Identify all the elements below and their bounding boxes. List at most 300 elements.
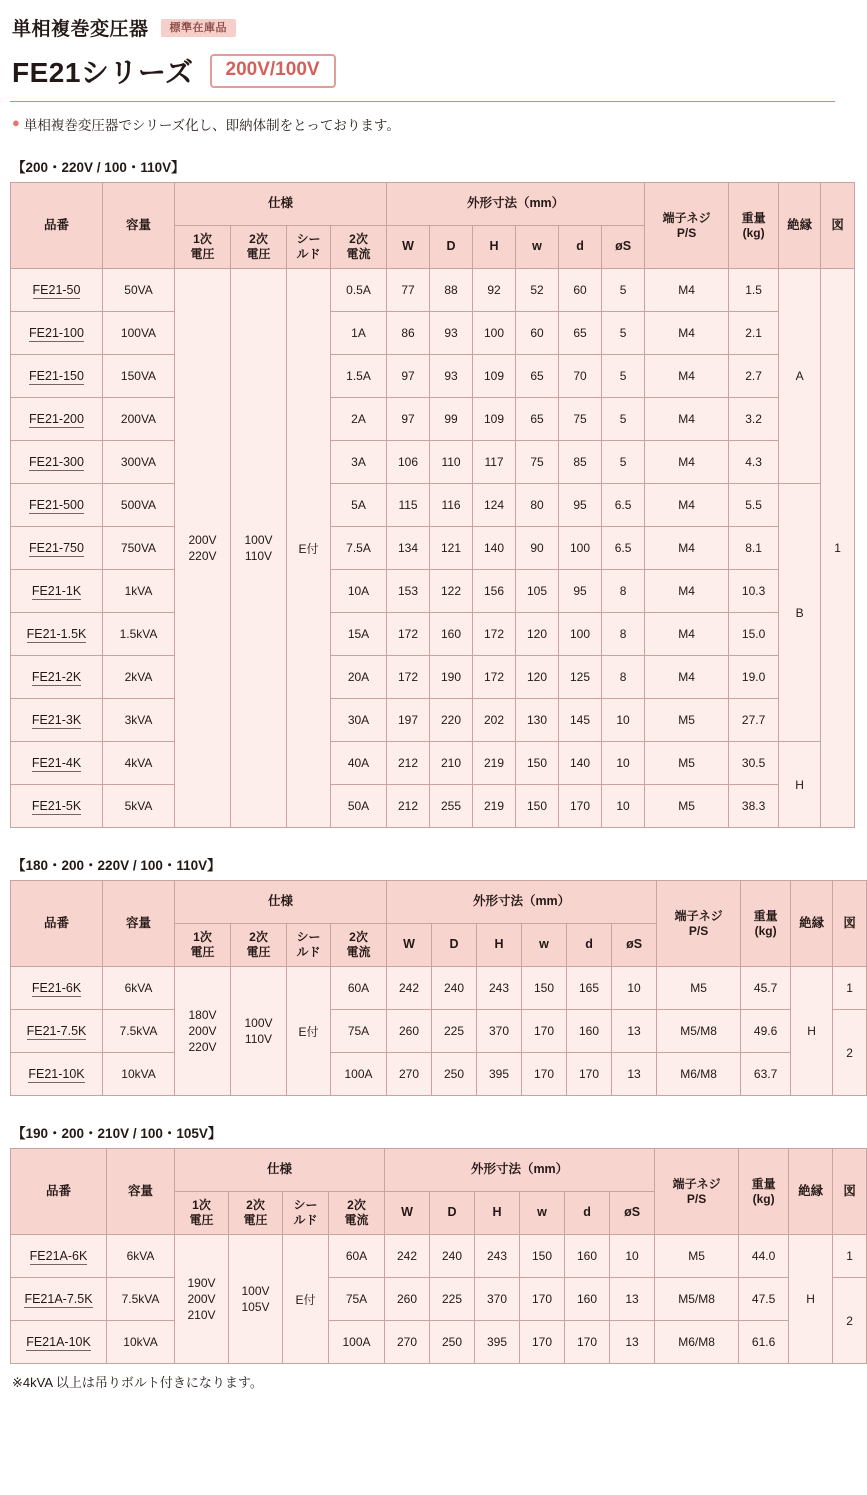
cell-weight: 44.0 <box>739 1235 789 1278</box>
cell-weight: 2.1 <box>729 312 779 355</box>
cell-figure: 2 <box>833 1010 867 1096</box>
footnote: ※4kVA 以上は吊りボルト付きになります。 <box>12 1375 263 1390</box>
th-secondary-voltage <box>231 924 287 967</box>
cell-D: 250 <box>430 1321 475 1364</box>
cell-os: 5 <box>602 312 645 355</box>
cell-weight: 1.5 <box>729 269 779 312</box>
cell-weight: 49.6 <box>741 1010 791 1053</box>
model-link[interactable]: FE21-6K <box>31 981 82 995</box>
cell-secondary-current: 50A <box>331 785 387 828</box>
cell-weight: 38.3 <box>729 785 779 828</box>
model-link[interactable]: FE21A-6K <box>29 1249 88 1263</box>
cell-os: 10 <box>602 742 645 785</box>
th-dim-D: D <box>432 924 477 967</box>
cell-w-small: 90 <box>516 527 559 570</box>
cell-model[interactable] <box>11 312 103 355</box>
cell-H: 172 <box>473 613 516 656</box>
th-v1-line2: 電圧 <box>189 1213 214 1227</box>
cell-model[interactable] <box>11 1010 103 1053</box>
model-link[interactable]: FE21-300 <box>29 455 84 469</box>
cell-d-small: 100 <box>559 613 602 656</box>
cell-model[interactable] <box>11 441 103 484</box>
spec-table-1-body <box>11 269 855 828</box>
cell-screw: M4 <box>645 570 729 613</box>
cell-H: 124 <box>473 484 516 527</box>
cell-model[interactable] <box>11 398 103 441</box>
th-screw-line2: P/S <box>688 923 709 938</box>
cell-w-small: 120 <box>516 613 559 656</box>
cell-capacity: 1.5kVA <box>103 613 175 656</box>
table-row <box>11 269 855 312</box>
th-primary-voltage <box>175 226 231 269</box>
cell-screw: M4 <box>645 527 729 570</box>
cell-w-small: 150 <box>516 742 559 785</box>
cell-screw: M4 <box>645 656 729 699</box>
th-v1-line1: 1次 <box>193 930 212 944</box>
cell-os: 13 <box>612 1010 657 1053</box>
th-i2-line2: 電流 <box>346 945 371 959</box>
cell-screw: M4 <box>645 484 729 527</box>
th-shield-line2: ルド <box>296 247 321 261</box>
model-link[interactable]: FE21-10K <box>28 1067 85 1081</box>
th-dim-d-small: d <box>559 226 602 269</box>
cell-insulation: B <box>779 484 821 742</box>
th-model: 品番 <box>11 1149 107 1235</box>
cell-D: 121 <box>430 527 473 570</box>
cell-insulation: H <box>789 1235 833 1364</box>
cell-os: 6.5 <box>602 527 645 570</box>
cell-d-small: 160 <box>567 1010 612 1053</box>
th-dim-H: H <box>475 1192 520 1235</box>
cell-model[interactable] <box>11 613 103 656</box>
cell-D: 210 <box>430 742 473 785</box>
cell-H: 370 <box>477 1010 522 1053</box>
cell-H: 109 <box>473 398 516 441</box>
bullet-dot-icon: ● <box>12 115 20 130</box>
cell-secondary-current: 40A <box>331 742 387 785</box>
cell-capacity: 10kVA <box>107 1321 175 1364</box>
th-dim-os: øS <box>602 226 645 269</box>
th-secondary-current <box>331 924 387 967</box>
cell-H: 219 <box>473 742 516 785</box>
voltage-badge: 200V/100V <box>210 54 336 88</box>
model-link[interactable]: FE21-5K <box>31 799 82 813</box>
table-row <box>11 742 855 785</box>
cell-W: 77 <box>387 269 430 312</box>
cell-d-small: 165 <box>567 967 612 1010</box>
cell-weight: 5.5 <box>729 484 779 527</box>
cell-H: 109 <box>473 355 516 398</box>
th-weight-line1: 重量 <box>753 908 778 923</box>
v2-line2: 110V <box>244 1032 273 1046</box>
cell-model[interactable] <box>11 785 103 828</box>
cell-model[interactable] <box>11 742 103 785</box>
cell-screw: M6/M8 <box>655 1321 739 1364</box>
cell-secondary-voltage <box>229 1235 283 1364</box>
cell-d-small: 160 <box>565 1278 610 1321</box>
th-figure: 図 <box>833 881 867 967</box>
cell-screw: M5/M8 <box>657 1010 741 1053</box>
cell-D: 255 <box>430 785 473 828</box>
th-weight-line1: 重量 <box>741 210 766 225</box>
cell-H: 140 <box>473 527 516 570</box>
th-dim-W: W <box>387 226 430 269</box>
cell-capacity: 3kVA <box>103 699 175 742</box>
cell-w-small: 65 <box>516 355 559 398</box>
spec-table-3-body <box>11 1235 867 1364</box>
cell-os: 13 <box>610 1321 655 1364</box>
th-v1-line2: 電圧 <box>190 247 215 261</box>
cell-D: 93 <box>430 355 473 398</box>
model-link[interactable]: FE21-750 <box>29 541 84 555</box>
th-shield-line2: ルド <box>296 945 321 959</box>
th-i2-line1: 2次 <box>349 232 368 246</box>
cell-capacity: 7.5kVA <box>107 1278 175 1321</box>
cell-secondary-current: 60A <box>331 967 387 1010</box>
th-screw <box>655 1149 739 1235</box>
cell-H: 100 <box>473 312 516 355</box>
cell-weight: 45.7 <box>741 967 791 1010</box>
model-link[interactable]: FE21-3K <box>31 713 82 727</box>
table-header-row-group <box>11 1149 867 1192</box>
cell-w-small: 105 <box>516 570 559 613</box>
th-shield-line1: シー <box>296 930 321 944</box>
v1-line1: 200V <box>188 532 217 547</box>
th-secondary-current <box>329 1192 385 1235</box>
th-insulation: 絶縁 <box>779 183 821 269</box>
cell-capacity: 50VA <box>103 269 175 312</box>
cell-model[interactable] <box>11 656 103 699</box>
cell-weight: 47.5 <box>739 1278 789 1321</box>
model-link[interactable]: FE21-1K <box>31 584 82 598</box>
th-weight-line2: (kg) <box>752 1191 775 1206</box>
th-dim-os: øS <box>610 1192 655 1235</box>
cell-W: 106 <box>387 441 430 484</box>
cell-w-small: 170 <box>520 1278 565 1321</box>
cell-H: 243 <box>475 1235 520 1278</box>
cell-H: 370 <box>475 1278 520 1321</box>
th-screw-line2: P/S <box>676 225 697 240</box>
cell-secondary-current: 1.5A <box>331 355 387 398</box>
cell-shield: E付 <box>287 967 331 1096</box>
cell-W: 270 <box>385 1321 430 1364</box>
cell-secondary-current: 10A <box>331 570 387 613</box>
th-primary-voltage <box>175 1192 229 1235</box>
cell-secondary-current: 20A <box>331 656 387 699</box>
cell-H: 172 <box>473 656 516 699</box>
cell-H: 156 <box>473 570 516 613</box>
table-row <box>11 613 855 656</box>
cell-model[interactable] <box>11 570 103 613</box>
cell-W: 97 <box>387 398 430 441</box>
model-link[interactable]: FE21-7.5K <box>26 1024 87 1038</box>
cell-insulation: H <box>791 967 833 1096</box>
th-v2-line1: 2次 <box>249 232 268 246</box>
cell-model[interactable] <box>11 527 103 570</box>
table-row <box>11 441 855 484</box>
table-header-row-group <box>11 183 855 226</box>
cell-os: 8 <box>602 656 645 699</box>
model-link[interactable]: FE21-1.5K <box>26 627 87 641</box>
table-row <box>11 570 855 613</box>
cell-w-small: 52 <box>516 269 559 312</box>
cell-capacity: 7.5kVA <box>103 1010 175 1053</box>
th-shield-line1: シー <box>296 232 321 246</box>
cell-secondary-current: 60A <box>329 1235 385 1278</box>
cell-d-small: 170 <box>565 1321 610 1364</box>
cell-weight: 10.3 <box>729 570 779 613</box>
cell-os: 8 <box>602 613 645 656</box>
cell-screw: M5 <box>645 785 729 828</box>
model-link[interactable]: FE21-100 <box>29 326 84 340</box>
th-model: 品番 <box>11 183 103 269</box>
cell-secondary-voltage <box>231 967 287 1096</box>
cell-shield: E付 <box>283 1235 329 1364</box>
cell-W: 172 <box>387 613 430 656</box>
th-weight-line2: (kg) <box>742 225 765 240</box>
model-link[interactable]: FE21-150 <box>29 369 84 383</box>
cell-H: 92 <box>473 269 516 312</box>
cell-W: 260 <box>387 1010 432 1053</box>
th-spec-group: 仕様 <box>175 881 387 924</box>
th-v1-line1: 1次 <box>193 232 212 246</box>
table-row <box>11 484 855 527</box>
v2-line1: 100V <box>244 532 273 547</box>
th-primary-voltage <box>175 924 231 967</box>
cell-model[interactable] <box>11 1321 107 1364</box>
model-link[interactable]: FE21-4K <box>31 756 82 770</box>
cell-screw: M5 <box>657 967 741 1010</box>
cell-os: 10 <box>602 699 645 742</box>
cell-w-small: 130 <box>516 699 559 742</box>
cell-W: 212 <box>387 742 430 785</box>
product-category-title: 単相複巻変圧器 <box>12 19 149 40</box>
cell-shield: E付 <box>287 269 331 828</box>
th-dimension-group: 外形寸法（mm） <box>387 183 645 226</box>
model-link[interactable]: FE21A-10K <box>26 1335 91 1349</box>
cell-weight: 4.3 <box>729 441 779 484</box>
cell-model[interactable] <box>11 1235 107 1278</box>
cell-model[interactable] <box>11 1053 103 1096</box>
th-insulation: 絶縁 <box>791 881 833 967</box>
th-spec-group: 仕様 <box>175 183 387 226</box>
cell-d-small: 95 <box>559 570 602 613</box>
cell-insulation: A <box>779 269 821 484</box>
cell-d-small: 85 <box>559 441 602 484</box>
cell-screw: M4 <box>645 269 729 312</box>
cell-d-small: 95 <box>559 484 602 527</box>
cell-H: 395 <box>477 1053 522 1096</box>
cell-capacity: 200VA <box>103 398 175 441</box>
cell-weight: 2.7 <box>729 355 779 398</box>
model-link[interactable]: FE21-500 <box>29 498 84 512</box>
cell-W: 242 <box>387 967 432 1010</box>
cell-screw: M5 <box>645 742 729 785</box>
th-weight <box>741 881 791 967</box>
cell-capacity: 5kVA <box>103 785 175 828</box>
cell-os: 10 <box>612 967 657 1010</box>
spec-table-1 <box>10 182 855 828</box>
header-row-title <box>10 10 835 41</box>
v2-line2: 110V <box>244 549 273 563</box>
cell-model[interactable] <box>11 1278 107 1321</box>
cell-screw: M6/M8 <box>657 1053 741 1096</box>
stock-badge: 標準在庫品 <box>161 19 237 37</box>
cell-os: 6.5 <box>602 484 645 527</box>
th-v2-line2: 電圧 <box>246 945 271 959</box>
cell-figure: 1 <box>833 967 867 1010</box>
v1-line2: 220V <box>188 549 217 563</box>
cell-d-small: 60 <box>559 269 602 312</box>
cell-weight: 3.2 <box>729 398 779 441</box>
th-v1-line2: 電圧 <box>190 945 215 959</box>
table-row <box>11 656 855 699</box>
table-row <box>11 1053 867 1096</box>
cell-screw: M4 <box>645 355 729 398</box>
cell-weight: 30.5 <box>729 742 779 785</box>
cell-screw: M4 <box>645 398 729 441</box>
cell-screw: M4 <box>645 441 729 484</box>
cell-model[interactable] <box>11 355 103 398</box>
cell-os: 5 <box>602 441 645 484</box>
th-shield <box>287 924 331 967</box>
cell-capacity: 2kVA <box>103 656 175 699</box>
cell-model[interactable] <box>11 967 103 1010</box>
th-dim-w-small: w <box>520 1192 565 1235</box>
series-title: FE21シリーズ <box>12 57 194 88</box>
cell-W: 115 <box>387 484 430 527</box>
v1-line1: 190V <box>187 1275 216 1290</box>
cell-W: 86 <box>387 312 430 355</box>
cell-figure: 1 <box>833 1235 867 1278</box>
table-row <box>11 1321 867 1364</box>
table-row <box>11 398 855 441</box>
cell-secondary-current: 0.5A <box>331 269 387 312</box>
th-dim-D: D <box>430 1192 475 1235</box>
section2-title: 【180・200・220V / 100・110V】 <box>12 858 221 873</box>
cell-D: 240 <box>432 967 477 1010</box>
cell-secondary-current: 7.5A <box>331 527 387 570</box>
model-link[interactable]: FE21A-7.5K <box>24 1292 93 1306</box>
th-screw-line1: 端子ネジ <box>672 1176 721 1191</box>
model-link[interactable]: FE21-50 <box>32 283 81 297</box>
cell-primary-voltage <box>175 269 231 828</box>
cell-w-small: 170 <box>520 1321 565 1364</box>
table-row <box>11 699 855 742</box>
cell-D: 240 <box>430 1235 475 1278</box>
cell-H: 117 <box>473 441 516 484</box>
cell-d-small: 75 <box>559 398 602 441</box>
cell-secondary-current: 15A <box>331 613 387 656</box>
cell-d-small: 145 <box>559 699 602 742</box>
cell-H: 395 <box>475 1321 520 1364</box>
th-shield <box>283 1192 329 1235</box>
cell-H: 243 <box>477 967 522 1010</box>
cell-w-small: 170 <box>522 1010 567 1053</box>
cell-w-small: 80 <box>516 484 559 527</box>
th-dim-d-small: d <box>565 1192 610 1235</box>
cell-D: 250 <box>432 1053 477 1096</box>
v2-line1: 100V <box>244 1015 273 1030</box>
th-dim-W: W <box>387 924 432 967</box>
cell-secondary-current: 30A <box>331 699 387 742</box>
cell-capacity: 300VA <box>103 441 175 484</box>
th-figure: 図 <box>833 1149 867 1235</box>
table-header-row-group <box>11 881 867 924</box>
cell-weight: 61.6 <box>739 1321 789 1364</box>
cell-W: 197 <box>387 699 430 742</box>
cell-os: 10 <box>602 785 645 828</box>
cell-D: 99 <box>430 398 473 441</box>
model-link[interactable]: FE21-200 <box>29 412 84 426</box>
th-capacity: 容量 <box>103 183 175 269</box>
cell-D: 93 <box>430 312 473 355</box>
cell-W: 212 <box>387 785 430 828</box>
th-screw-line1: 端子ネジ <box>662 210 711 225</box>
cell-capacity: 6kVA <box>107 1235 175 1278</box>
th-insulation: 絶縁 <box>789 1149 833 1235</box>
cell-d-small: 170 <box>567 1053 612 1096</box>
cell-os: 5 <box>602 398 645 441</box>
cell-w-small: 150 <box>522 967 567 1010</box>
v1-line2: 200V <box>187 1291 216 1306</box>
table-row <box>11 967 867 1010</box>
table-row <box>11 1010 867 1053</box>
model-link[interactable]: FE21-2K <box>31 670 82 684</box>
cell-model[interactable] <box>11 699 103 742</box>
th-dim-H: H <box>477 924 522 967</box>
cell-secondary-current: 100A <box>329 1321 385 1364</box>
cell-secondary-current: 2A <box>331 398 387 441</box>
cell-os: 10 <box>610 1235 655 1278</box>
cell-secondary-current: 100A <box>331 1053 387 1096</box>
cell-w-small: 60 <box>516 312 559 355</box>
cell-W: 134 <box>387 527 430 570</box>
cell-w-small: 150 <box>520 1235 565 1278</box>
cell-model[interactable] <box>11 484 103 527</box>
th-secondary-voltage <box>231 226 287 269</box>
cell-screw: M5 <box>645 699 729 742</box>
th-dim-w-small: w <box>522 924 567 967</box>
v2-line2: 105V <box>241 1300 270 1314</box>
th-shield <box>287 226 331 269</box>
th-v2-line2: 電圧 <box>243 1213 268 1227</box>
th-weight <box>729 183 779 269</box>
cell-capacity: 750VA <box>103 527 175 570</box>
cell-os: 13 <box>610 1278 655 1321</box>
th-v1-line1: 1次 <box>192 1198 211 1212</box>
spec-table-2 <box>10 880 867 1096</box>
th-i2-line1: 2次 <box>349 930 368 944</box>
cell-W: 260 <box>385 1278 430 1321</box>
cell-secondary-voltage <box>231 269 287 828</box>
spec-table-2-body <box>11 967 867 1096</box>
th-i2-line2: 電流 <box>344 1213 369 1227</box>
th-secondary-current <box>331 226 387 269</box>
cell-model[interactable] <box>11 269 103 312</box>
cell-figure: 1 <box>821 269 855 828</box>
cell-D: 88 <box>430 269 473 312</box>
cell-weight: 27.7 <box>729 699 779 742</box>
th-spec-group: 仕様 <box>175 1149 385 1192</box>
th-dim-D: D <box>430 226 473 269</box>
cell-d-small: 65 <box>559 312 602 355</box>
th-shield-line2: ルド <box>293 1213 318 1227</box>
cell-D: 110 <box>430 441 473 484</box>
th-weight-line1: 重量 <box>751 1176 776 1191</box>
cell-D: 122 <box>430 570 473 613</box>
th-screw <box>657 881 741 967</box>
